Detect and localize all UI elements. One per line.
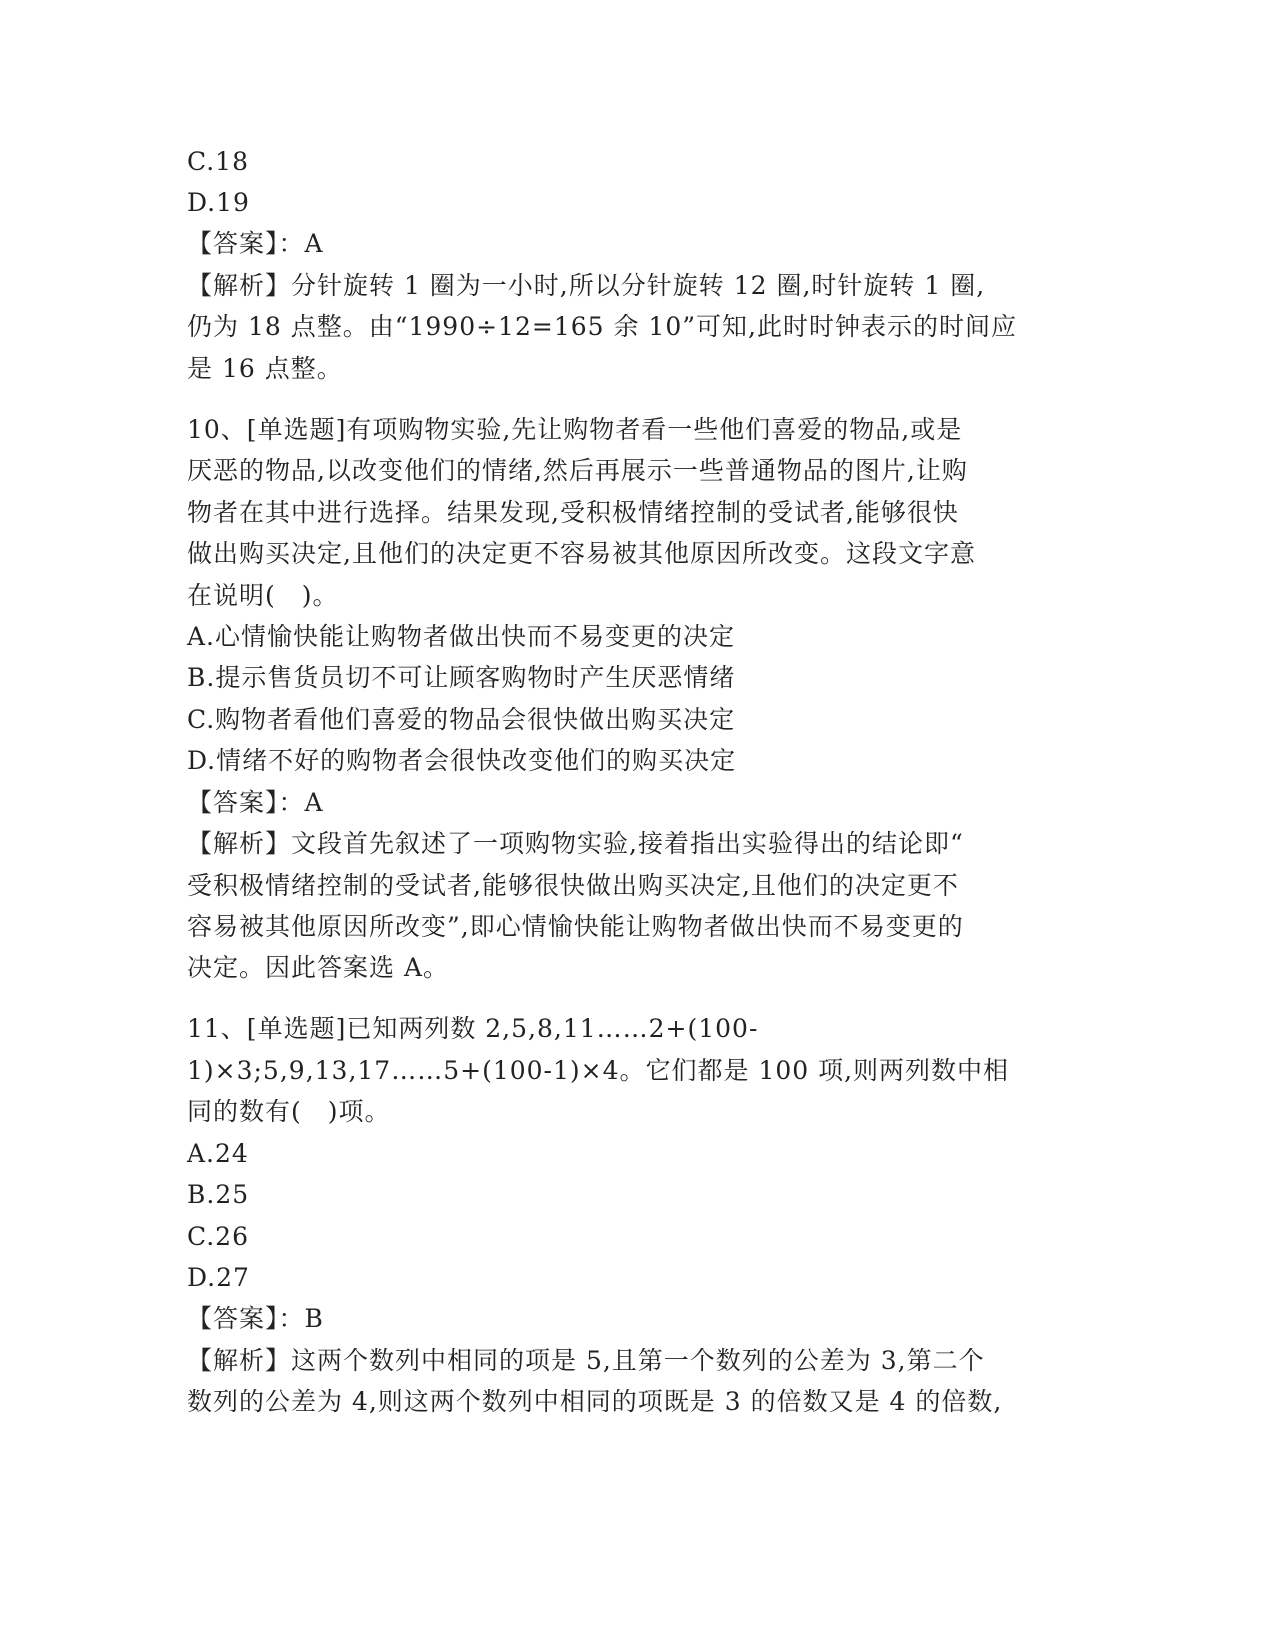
q10-stem-line: 厌恶的物品,以改变他们的情绪,然后再展示一些普通物品的图片,让购 xyxy=(187,456,968,485)
q11-stem-line: 1)×3;5,9,13,17……5+(100-1)×4。它们都是 100 项,则两列数中相 xyxy=(187,1056,1010,1085)
q10-answer: 【答案】：A xyxy=(187,788,324,817)
q11-stem-line: 11、[单选题]已知两列数 2,5,8,11……2+(100- xyxy=(187,1014,759,1043)
q10-analysis-line: 【解析】文段首先叙述了一项购物实验,接着指出实验得出的结论即“ xyxy=(187,829,964,858)
q11-option-a: A.24 xyxy=(187,1139,249,1168)
q10-option-b: B.提示售货员切不可让顾客购物时产生厌恶情绪 xyxy=(187,663,736,692)
q11-analysis-line: 数列的公差为 4,则这两个数列中相同的项既是 3 的倍数又是 4 的倍数, xyxy=(187,1387,1003,1416)
q10-option-c: C.购物者看他们喜爱的物品会很快做出购买决定 xyxy=(187,705,736,734)
q11-analysis-line: 【解析】这两个数列中相同的项是 5,且第一个数列的公差为 3,第二个 xyxy=(187,1346,985,1375)
q10-stem-line: 在说明( )。 xyxy=(187,581,339,610)
q10-stem-line: 做出购买决定,且他们的决定更不容易被其他原因所改变。这段文字意 xyxy=(187,539,976,568)
q9-option-c: C.18 xyxy=(187,147,249,176)
q10-analysis-line: 受积极情绪控制的受试者,能够很快做出购买决定,且他们的决定更不 xyxy=(187,871,959,900)
q9-analysis-line: 是 16 点整。 xyxy=(187,354,343,383)
q9-option-d: D.19 xyxy=(187,188,250,217)
q11-option-c: C.26 xyxy=(187,1222,249,1251)
q11-option-b: B.25 xyxy=(187,1180,250,1209)
q10-option-a: A.心情愉快能让购物者做出快而不易变更的决定 xyxy=(187,622,736,651)
q9-analysis-line: 仍为 18 点整。由“1990÷12=165 余 10”可知,此时时钟表示的时间应 xyxy=(187,312,1017,341)
q11-option-d: D.27 xyxy=(187,1263,250,1292)
q9-analysis-line: 【解析】分针旋转 1 圈为一小时,所以分针旋转 12 圈,时针旋转 1 圈, xyxy=(187,271,986,300)
q10-analysis-line: 决定。因此答案选 A。 xyxy=(187,953,450,982)
q10-stem-line: 10、[单选题]有项购物实验,先让购物者看一些他们喜爱的物品,或是 xyxy=(187,415,963,444)
q10-option-d: D.情绪不好的购物者会很快改变他们的购买决定 xyxy=(187,746,737,775)
q10-analysis-line: 容易被其他原因所改变”,即心情愉快能让购物者做出快而不易变更的 xyxy=(187,912,964,941)
q9-answer: 【答案】：A xyxy=(187,229,324,258)
q11-stem-line: 同的数有( )项。 xyxy=(187,1097,391,1126)
q10-stem-line: 物者在其中进行选择。结果发现,受积极情绪控制的受试者,能够很快 xyxy=(187,498,959,527)
q11-answer: 【答案】：B xyxy=(187,1304,324,1333)
